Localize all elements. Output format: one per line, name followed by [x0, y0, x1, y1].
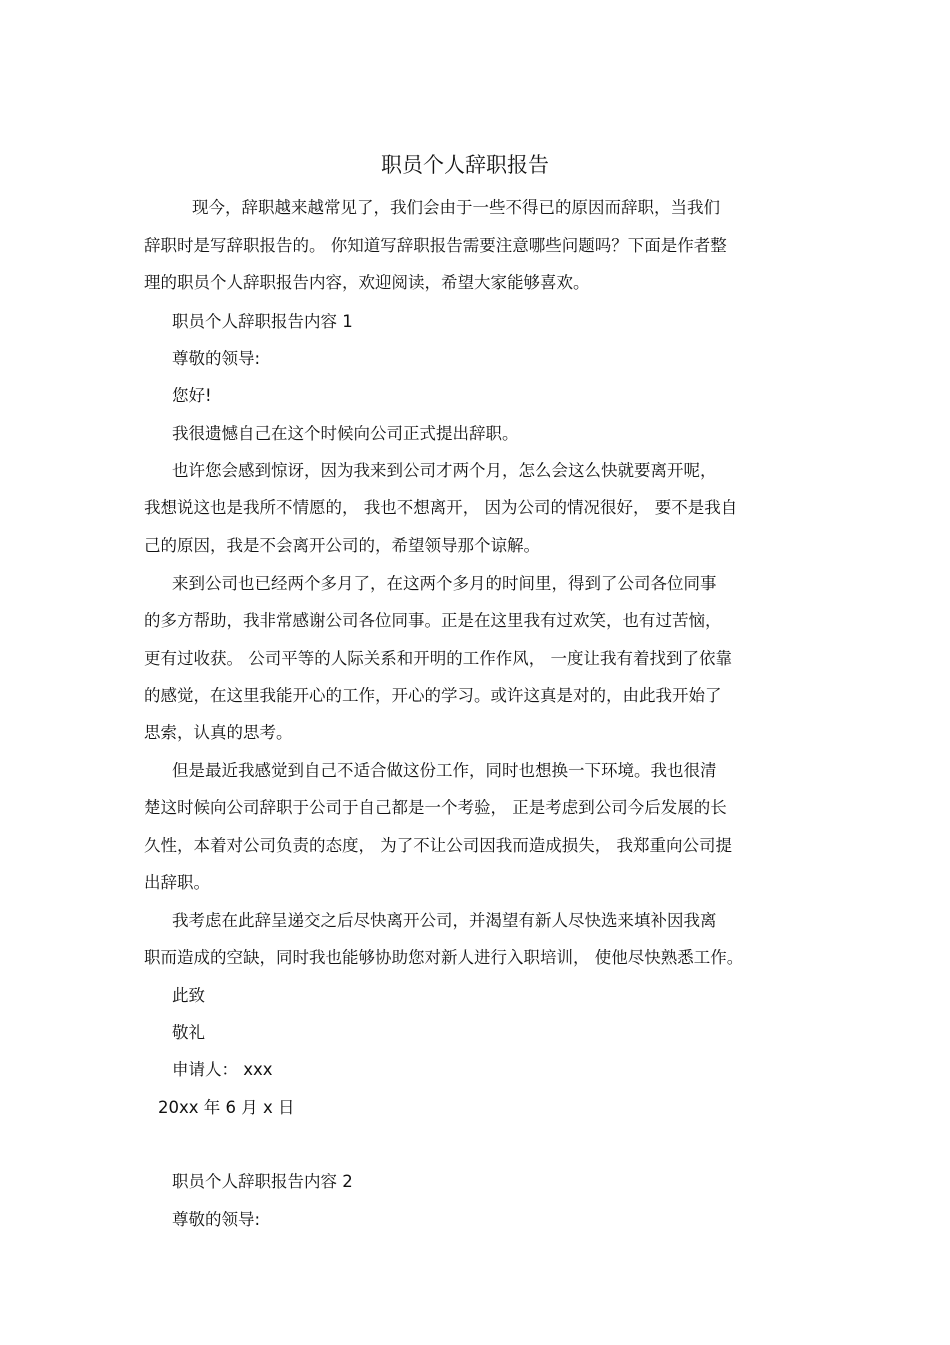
document-title: 职员个人辞职报告 — [381, 153, 549, 177]
paragraph-line: 更有过收获。 公司平等的人际关系和开明的工作作风， 一度让我有着找到了依靠 — [144, 649, 732, 668]
salutation: 尊敬的领导: — [172, 1210, 261, 1229]
paragraph-line: 己的原因，我是不会离开公司的，希望领导那个谅解。 — [144, 536, 540, 555]
paragraph-line: 来到公司也已经两个多月了，在这两个多月的时间里，得到了公司各位同事 — [172, 574, 717, 593]
paragraph-line: 久性，本着对公司负责的态度， 为了不让公司因我而造成损失， 我郑重向公司提 — [144, 836, 732, 855]
paragraph-line: 我很遗憾自己在这个时候向公司正式提出辞职。 — [172, 424, 519, 443]
closing-line: 敬礼 — [172, 1023, 205, 1042]
paragraph-line: 我考虑在此辞呈递交之后尽快离开公司，并渴望有新人尽快选来填补因我离 — [172, 911, 717, 930]
date-line: 20xx 年 6 月 x 日 — [158, 1098, 295, 1117]
paragraph-line: 辞职时是写辞职报告的。 你知道写辞职报告需要注意哪些问题吗？下面是作者整 — [144, 236, 727, 255]
section-heading: 职员个人辞职报告内容 1 — [172, 312, 353, 331]
paragraph-line: 也许您会感到惊讶，因为我来到公司才两个月，怎么会这么快就要离开呢， — [172, 461, 717, 480]
applicant-line: 申请人： xxx — [172, 1060, 273, 1079]
paragraph-line: 思索，认真的思考。 — [144, 723, 293, 742]
paragraph-line: 现今，辞职越来越常见了，我们会由于一些不得已的原因而辞职，当我们 — [192, 198, 720, 217]
paragraph-line: 的多方帮助，我非常感谢公司各位同事。正是在这里我有过欢笑，也有过苦恼， — [144, 611, 722, 630]
salutation: 尊敬的领导: — [172, 349, 261, 368]
paragraph-line: 的感觉，在这里我能开心的工作，开心的学习。或许这真是对的，由此我开始了 — [144, 686, 722, 705]
closing-line: 此致 — [172, 986, 205, 1005]
section-heading: 职员个人辞职报告内容 2 — [172, 1172, 353, 1191]
paragraph-line: 楚这时候向公司辞职于公司于自己都是一个考验， 正是考虑到公司今后发展的长 — [144, 798, 727, 817]
greeting: 您好! — [172, 386, 212, 405]
paragraph-line: 我想说这也是我所不情愿的， 我也不想离开， 因为公司的情况很好， 要不是我自 — [144, 498, 738, 517]
paragraph-line: 理的职员个人辞职报告内容，欢迎阅读，希望大家能够喜欢。 — [144, 273, 590, 292]
paragraph-line: 出辞职。 — [144, 873, 210, 892]
paragraph-line: 但是最近我感觉到自己不适合做这份工作，同时也想换一下环境。我也很清 — [172, 761, 717, 780]
paragraph-line: 职而造成的空缺，同时我也能够协助您对新人进行入职培训， 使他尽快熟悉工作。 — [144, 948, 744, 967]
